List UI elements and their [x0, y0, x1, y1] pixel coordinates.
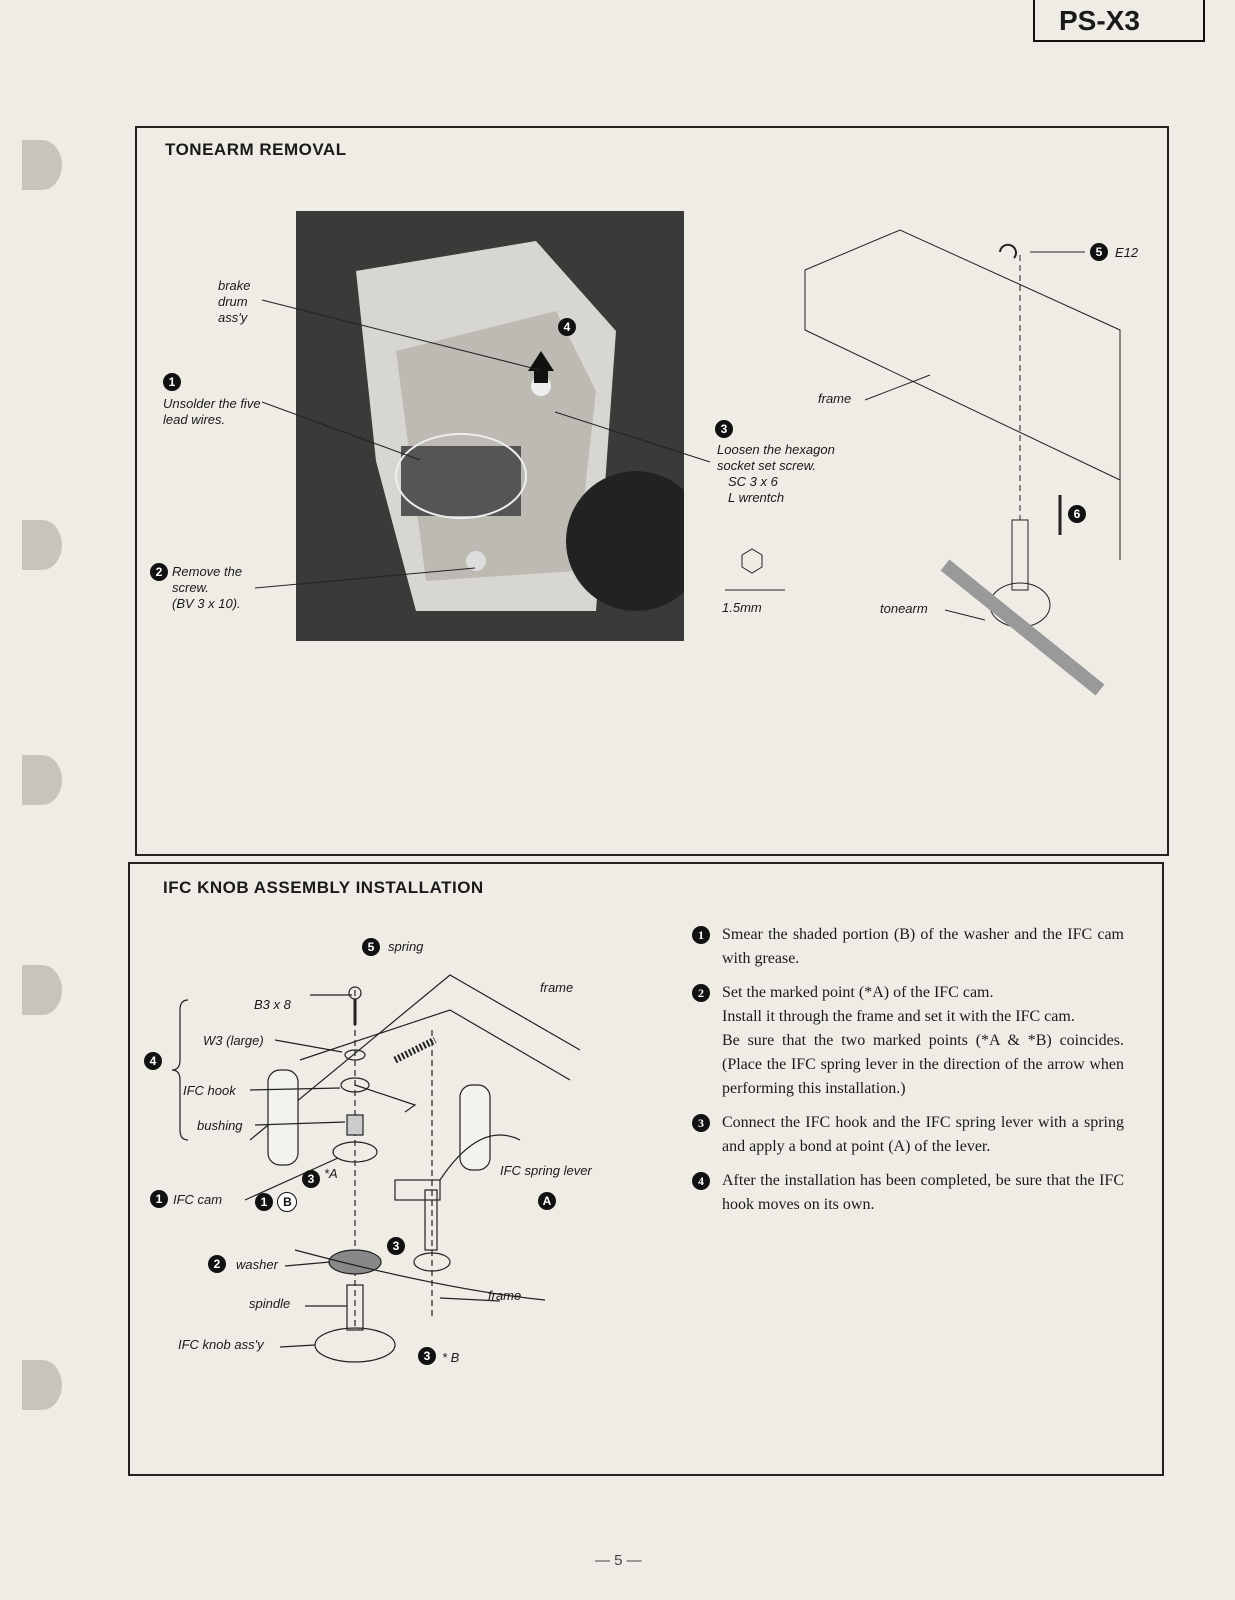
label-w3: W3 (large)	[203, 1033, 264, 1048]
step-text: Smear the shaded portion (B) of the washer and the IFC cam with grease.	[722, 926, 1124, 967]
label-frame-bottom: frame	[488, 1288, 522, 1303]
label-brake-drum: brake drum ass'y	[218, 278, 251, 325]
step-2-badge: 2	[150, 563, 168, 581]
label-frame-top: frame	[540, 980, 574, 995]
section-title: IFC KNOB ASSEMBLY INSTALLATION	[163, 878, 484, 897]
label-bushing: bushing	[197, 1118, 243, 1133]
label-hex-size: 1.5mm	[722, 600, 762, 615]
label-spring-lever: IFC spring lever	[500, 1163, 592, 1178]
instruction-step	[692, 923, 1124, 971]
page-number: — 5 —	[595, 1552, 642, 1569]
badge-5: 5	[362, 938, 380, 956]
step-badge: 3	[692, 1114, 710, 1132]
badge-3c: 3	[418, 1347, 436, 1365]
step-badge: 4	[692, 1172, 710, 1190]
badge-1: 1	[150, 1190, 168, 1208]
step-text: Set the marked point (*A) of the IFC cam.	[722, 984, 994, 1001]
step-5-badge: 5	[1090, 243, 1108, 261]
instruction-step	[692, 1111, 1124, 1159]
step-text: Be sure that the two marked points (*A & *B) coincides. (Place the IFC spring lever in the direction of the arrow when performing this installation.)	[722, 1032, 1124, 1097]
label-ifc-hook: IFC hook	[183, 1083, 236, 1098]
section-title: TONEARM REMOVAL	[165, 140, 347, 159]
step-badge: 1	[692, 926, 710, 944]
instruction-step	[692, 1169, 1124, 1217]
badge-3b: 3	[387, 1237, 405, 1255]
badge-3a: 3	[302, 1170, 320, 1188]
instruction-step	[692, 981, 1124, 1101]
label-washer: washer	[236, 1257, 278, 1272]
step-6-badge: 6	[1068, 505, 1086, 523]
label-spindle: spindle	[249, 1296, 291, 1311]
label-e12: E12	[1115, 245, 1139, 260]
label-wrench: L wrentch	[728, 490, 785, 505]
badge-1b: 1	[255, 1193, 273, 1211]
step-text: Install it through the frame and set it with the IFC cam.	[722, 1008, 1075, 1025]
label-ifc-cam: IFC cam	[173, 1192, 223, 1207]
ifc-instructions	[692, 923, 1124, 1227]
label-tonearm: tonearm	[880, 601, 928, 616]
step-text: After the installation has been completed, be sure that the IFC hook moves on its own.	[722, 1172, 1124, 1213]
step-4-badge: 4	[558, 318, 576, 336]
label-screw-spec: (BV 3 x 10).	[172, 596, 241, 611]
badge-A: A	[538, 1192, 556, 1210]
badge-4: 4	[144, 1052, 162, 1070]
label-frame: frame	[818, 391, 852, 406]
step-3-badge: 3	[715, 420, 733, 438]
step-badge: 2	[692, 984, 710, 1002]
badge-2: 2	[208, 1255, 226, 1273]
label-a-mark: *A	[324, 1166, 338, 1181]
label-sc-spec: SC 3 x 6	[728, 474, 778, 489]
label-loosen: Loosen the hexagon socket set screw.	[717, 442, 835, 473]
step-1-badge: 1	[163, 373, 181, 391]
label-remove-screw: Remove the screw.	[172, 564, 243, 595]
label-b3x8: B3 x 8	[254, 997, 291, 1012]
step-text: Connect the IFC hook and the IFC spring lever with a spring and apply a bond at point (A) of the lever.	[722, 1114, 1124, 1155]
label-b-mark: * B	[442, 1350, 460, 1365]
badge-B: B	[277, 1192, 297, 1212]
label-knob: IFC knob ass'y	[178, 1337, 264, 1352]
label-unsolder: Unsolder the five lead wires.	[163, 396, 261, 427]
label-spring: spring	[388, 939, 424, 954]
model-header: PS-X3	[1033, 0, 1205, 42]
